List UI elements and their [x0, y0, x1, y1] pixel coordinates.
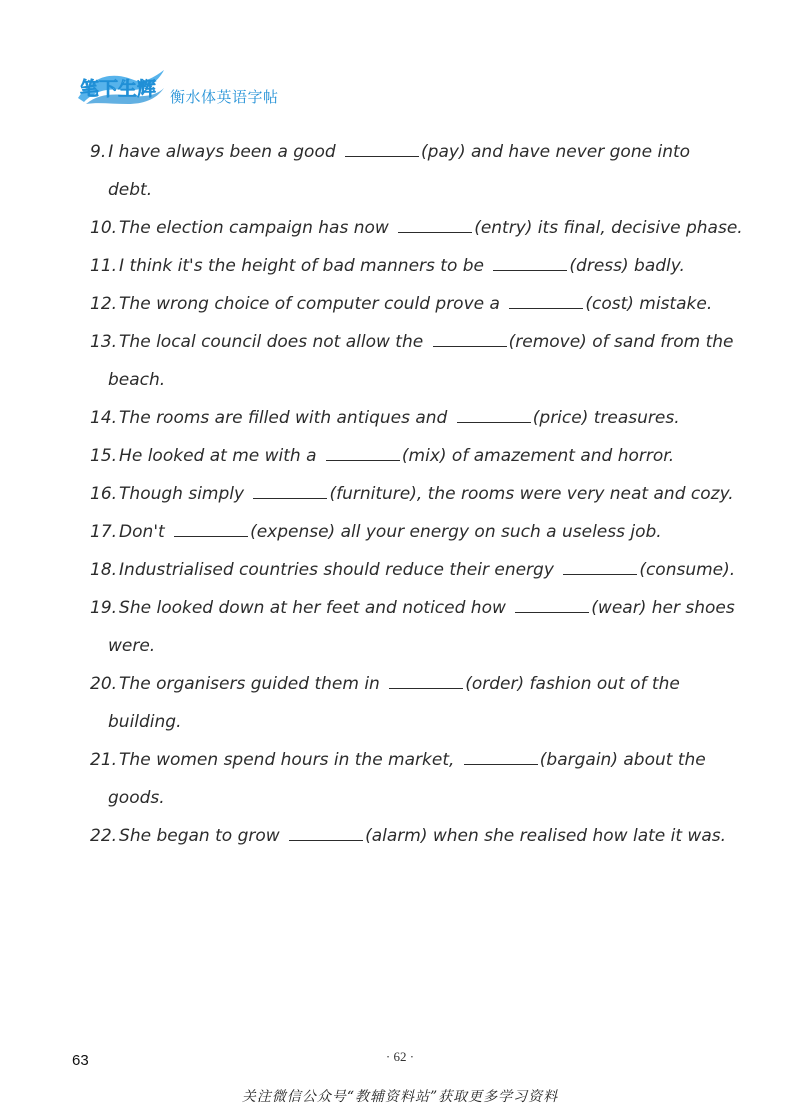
- exercise-list: [90, 133, 743, 855]
- question-item: [90, 741, 730, 779]
- word-hint: (consume): [639, 560, 730, 580]
- logo-brush-icon: [74, 68, 166, 108]
- page-number-center: · 62 ·: [385, 1049, 415, 1064]
- question-text-rest: and have never gone into: [465, 142, 691, 162]
- question-number: 10.: [90, 218, 118, 238]
- logo-glyphs: 笔下生辉: [80, 78, 157, 100]
- question-text: The wrong choice of computer could prove a: [119, 294, 506, 314]
- question-text: Industrialised countries should reduce their energy: [119, 560, 560, 580]
- question-item: [90, 133, 730, 171]
- question-number: 20.: [90, 674, 118, 694]
- question-number: 22.: [90, 826, 118, 846]
- question-text: The organisers guided them in: [119, 674, 386, 694]
- answer-blank[interactable]: [326, 446, 400, 461]
- question-number: 12.: [90, 294, 118, 314]
- question-number: 17.: [90, 522, 118, 542]
- question-text-rest: .: [729, 560, 736, 580]
- question-item: [90, 551, 736, 589]
- question-continuation: were.: [108, 636, 156, 656]
- header: [74, 68, 374, 112]
- answer-blank[interactable]: [433, 332, 507, 347]
- question-text-rest: its final, decisive phase.: [532, 218, 743, 238]
- page-number-left: 63: [72, 1052, 89, 1069]
- question-text-rest: of sand from the: [586, 332, 734, 352]
- answer-blank[interactable]: [398, 218, 472, 233]
- question-number: 11.: [90, 256, 118, 276]
- question-text: She began to grow: [119, 826, 286, 846]
- question-item: [90, 513, 730, 551]
- word-hint: (cost): [585, 294, 634, 314]
- question-number: 9.: [90, 142, 107, 162]
- question-text: Though simply: [119, 484, 250, 504]
- brand-subtitle: 衡水体英语字帖: [170, 88, 279, 106]
- answer-blank[interactable]: [515, 598, 589, 613]
- question-number: 16.: [90, 484, 118, 504]
- question-text: Don't: [119, 522, 171, 542]
- question-text-rest: fashion out of the: [524, 674, 680, 694]
- question-continuation: debt.: [108, 180, 153, 200]
- question-item: [90, 209, 743, 247]
- answer-blank[interactable]: [464, 750, 538, 765]
- question-item: [90, 247, 730, 285]
- question-text-rest: mistake.: [633, 294, 713, 314]
- question-text: The local council does not allow the: [119, 332, 429, 352]
- word-hint: (pay): [421, 142, 466, 162]
- question-text: I think it's the height of bad manners to be: [119, 256, 490, 276]
- question-text: The women spend hours in the market,: [119, 750, 460, 770]
- question-item: [90, 817, 730, 855]
- answer-blank[interactable]: [345, 142, 419, 157]
- word-hint: (wear): [591, 598, 647, 618]
- question-item: [90, 285, 730, 323]
- question-item: [90, 475, 734, 513]
- question-number: 14.: [90, 408, 118, 428]
- question-number: 13.: [90, 332, 118, 352]
- question-text-rest: about the: [617, 750, 706, 770]
- word-hint: (expense): [250, 522, 336, 542]
- question-text-rest: of amazement and horror.: [446, 446, 675, 466]
- question-number: 21.: [90, 750, 118, 770]
- question-item: [90, 323, 734, 361]
- question-text-rest: , the rooms were very neat and cozy.: [416, 484, 734, 504]
- answer-blank[interactable]: [174, 522, 248, 537]
- question-item: [90, 437, 730, 475]
- question-number: 19.: [90, 598, 118, 618]
- answer-blank[interactable]: [253, 484, 327, 499]
- word-hint: (order): [465, 674, 525, 694]
- question-item: [90, 399, 730, 437]
- question-continuation: goods.: [108, 788, 165, 808]
- question-text-rest: treasures.: [588, 408, 680, 428]
- word-hint: (price): [532, 408, 589, 428]
- question-text: I have always been a good: [108, 142, 342, 162]
- question-text: The rooms are filled with antiques and: [119, 408, 453, 428]
- answer-blank[interactable]: [457, 408, 531, 423]
- question-text-rest: all your energy on such a useless job.: [335, 522, 662, 542]
- question-item: [90, 589, 735, 627]
- question-text-rest: badly.: [628, 256, 685, 276]
- footer-note: 关注微信公众号“教辅资料站”获取更多学习资料: [241, 1089, 559, 1105]
- answer-blank[interactable]: [289, 826, 363, 841]
- question-number: 18.: [90, 560, 118, 580]
- question-text: She looked down at her feet and noticed how: [119, 598, 512, 618]
- question-number: 15.: [90, 446, 118, 466]
- word-hint: (alarm): [365, 826, 428, 846]
- question-text-rest: when she realised how late it was.: [427, 826, 727, 846]
- answer-blank[interactable]: [493, 256, 567, 271]
- question-text: He looked at me with a: [119, 446, 322, 466]
- question-continuation: beach.: [108, 370, 166, 390]
- question-text: The election campaign has now: [119, 218, 395, 238]
- word-hint: (entry): [474, 218, 533, 238]
- word-hint: (bargain): [539, 750, 618, 770]
- word-hint: (mix): [401, 446, 447, 466]
- answer-blank[interactable]: [509, 294, 583, 309]
- answer-blank[interactable]: [389, 674, 463, 689]
- word-hint: (furniture): [329, 484, 417, 504]
- answer-blank[interactable]: [563, 560, 637, 575]
- question-item: [90, 665, 730, 703]
- word-hint: (dress): [569, 256, 629, 276]
- word-hint: (remove): [508, 332, 587, 352]
- question-continuation: building.: [108, 712, 182, 732]
- question-text-rest: her shoes: [646, 598, 735, 618]
